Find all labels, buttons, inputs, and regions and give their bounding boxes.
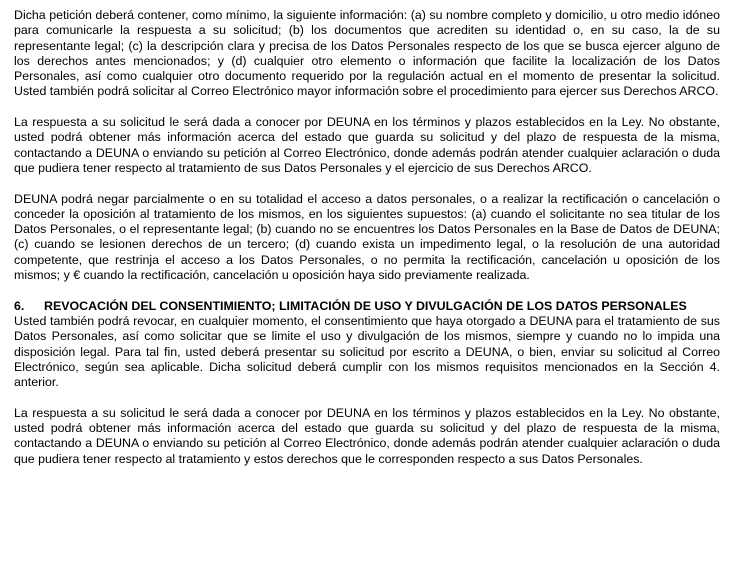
section-6-title: REVOCACIÓN DEL CONSENTIMIENTO; LIMITACIÓN DE USO Y DIVULGACIÓN DE LOS DATOS PERSONALES	[44, 298, 687, 313]
paragraph-response-arco: La respuesta a su solicitud le será dada a conocer por DEUNA en los términos y plazos establecidos en la Ley. No obstante, usted podrá obtener más información acerca del estado que guarda su solicitud y del plazo de respuesta de la misma, contactando a DEUNA o enviando su petición al Correo Electrónico, donde además podrán atender cualquier aclaración o duda que pudiera tener respecto al tratamiento de sus Datos Personales y el ejercicio de sus Derechos ARCO.	[14, 115, 720, 175]
paragraph-request-requirements: Dicha petición deberá contener, como mínimo, la siguiente información: (a) su nombre completo y domicilio, u otro medio idóneo para comunicarle la respuesta a su solicitud; (b) los documentos que acrediten su identidad o, en su caso, la de su representante legal; (c) la descripción clara y precisa de los Datos Personales respecto de los que se busca ejercer alguno de los derechos antes mencionados; y (d) cualquier otro elemento o información que facilite la localización de los Datos Personales, así como cualquier otro documento requerido por la regulación actual en el momento de presentar la solicitud. Usted también podrá solicitar al Correo Electrónico mayor información sobre el procedimiento para ejercer sus Derechos ARCO.	[14, 8, 720, 99]
document-page	[14, 8, 720, 482]
paragraph-denial-cases: DEUNA podrá negar parcialmente o en su totalidad el acceso a datos personales, o a realizar la rectificación o cancelación o conceder la oposición al tratamiento de los mismos, en los siguientes supuestos: (a) cuando el solicitante no sea titular de los Datos Personales, o el representante legal; (b) cuando no se encuentres los Datos Personales en la Base de Datos de DEUNA; (c) cuando se lesionen derechos de un tercero; (d) cuando exista un impedimento legal, o la resolución de una autoridad competente, que restrinja el acceso a los Datos Personales, o no permita la rectificación, cancelación u oposición de los mismos; y € cuando la rectificación, cancelación u oposición haya sido previamente realizada.	[14, 191, 720, 283]
paragraph-revocation: Usted también podrá revocar, en cualquier momento, el consentimiento que haya otorgado a DEUNA para el tratamiento de sus Datos Personales, así como solicitar que se limite el uso y divulgación de los mismos, siempre y cuando no lo impida una disposición legal. Para tal fin, usted deberá presentar su solicitud por escrito a DEUNA, o bien, enviar su solicitud al Correo Electrónico, según sea aplicable. Dicha solicitud deberá cumplir con los mismos requisitos mencionados en la Sección 4. anterior.	[14, 313, 720, 390]
section-6-heading	[14, 299, 720, 314]
paragraph-response-revocation: La respuesta a su solicitud le será dada a conocer por DEUNA en los términos y plazos establecidos en la Ley. No obstante, usted podrá obtener más información acerca del estado que guarda su solicitud y del plazo de respuesta de la misma, contactando a DEUNA o enviando su petición al Correo Electrónico, donde además podrán atender cualquier aclaración o duda que pudiera tener respecto al tratamiento y estos derechos que le corresponden respecto a sus Datos Personales.	[14, 405, 720, 466]
section-6-number: 6.	[14, 298, 25, 313]
